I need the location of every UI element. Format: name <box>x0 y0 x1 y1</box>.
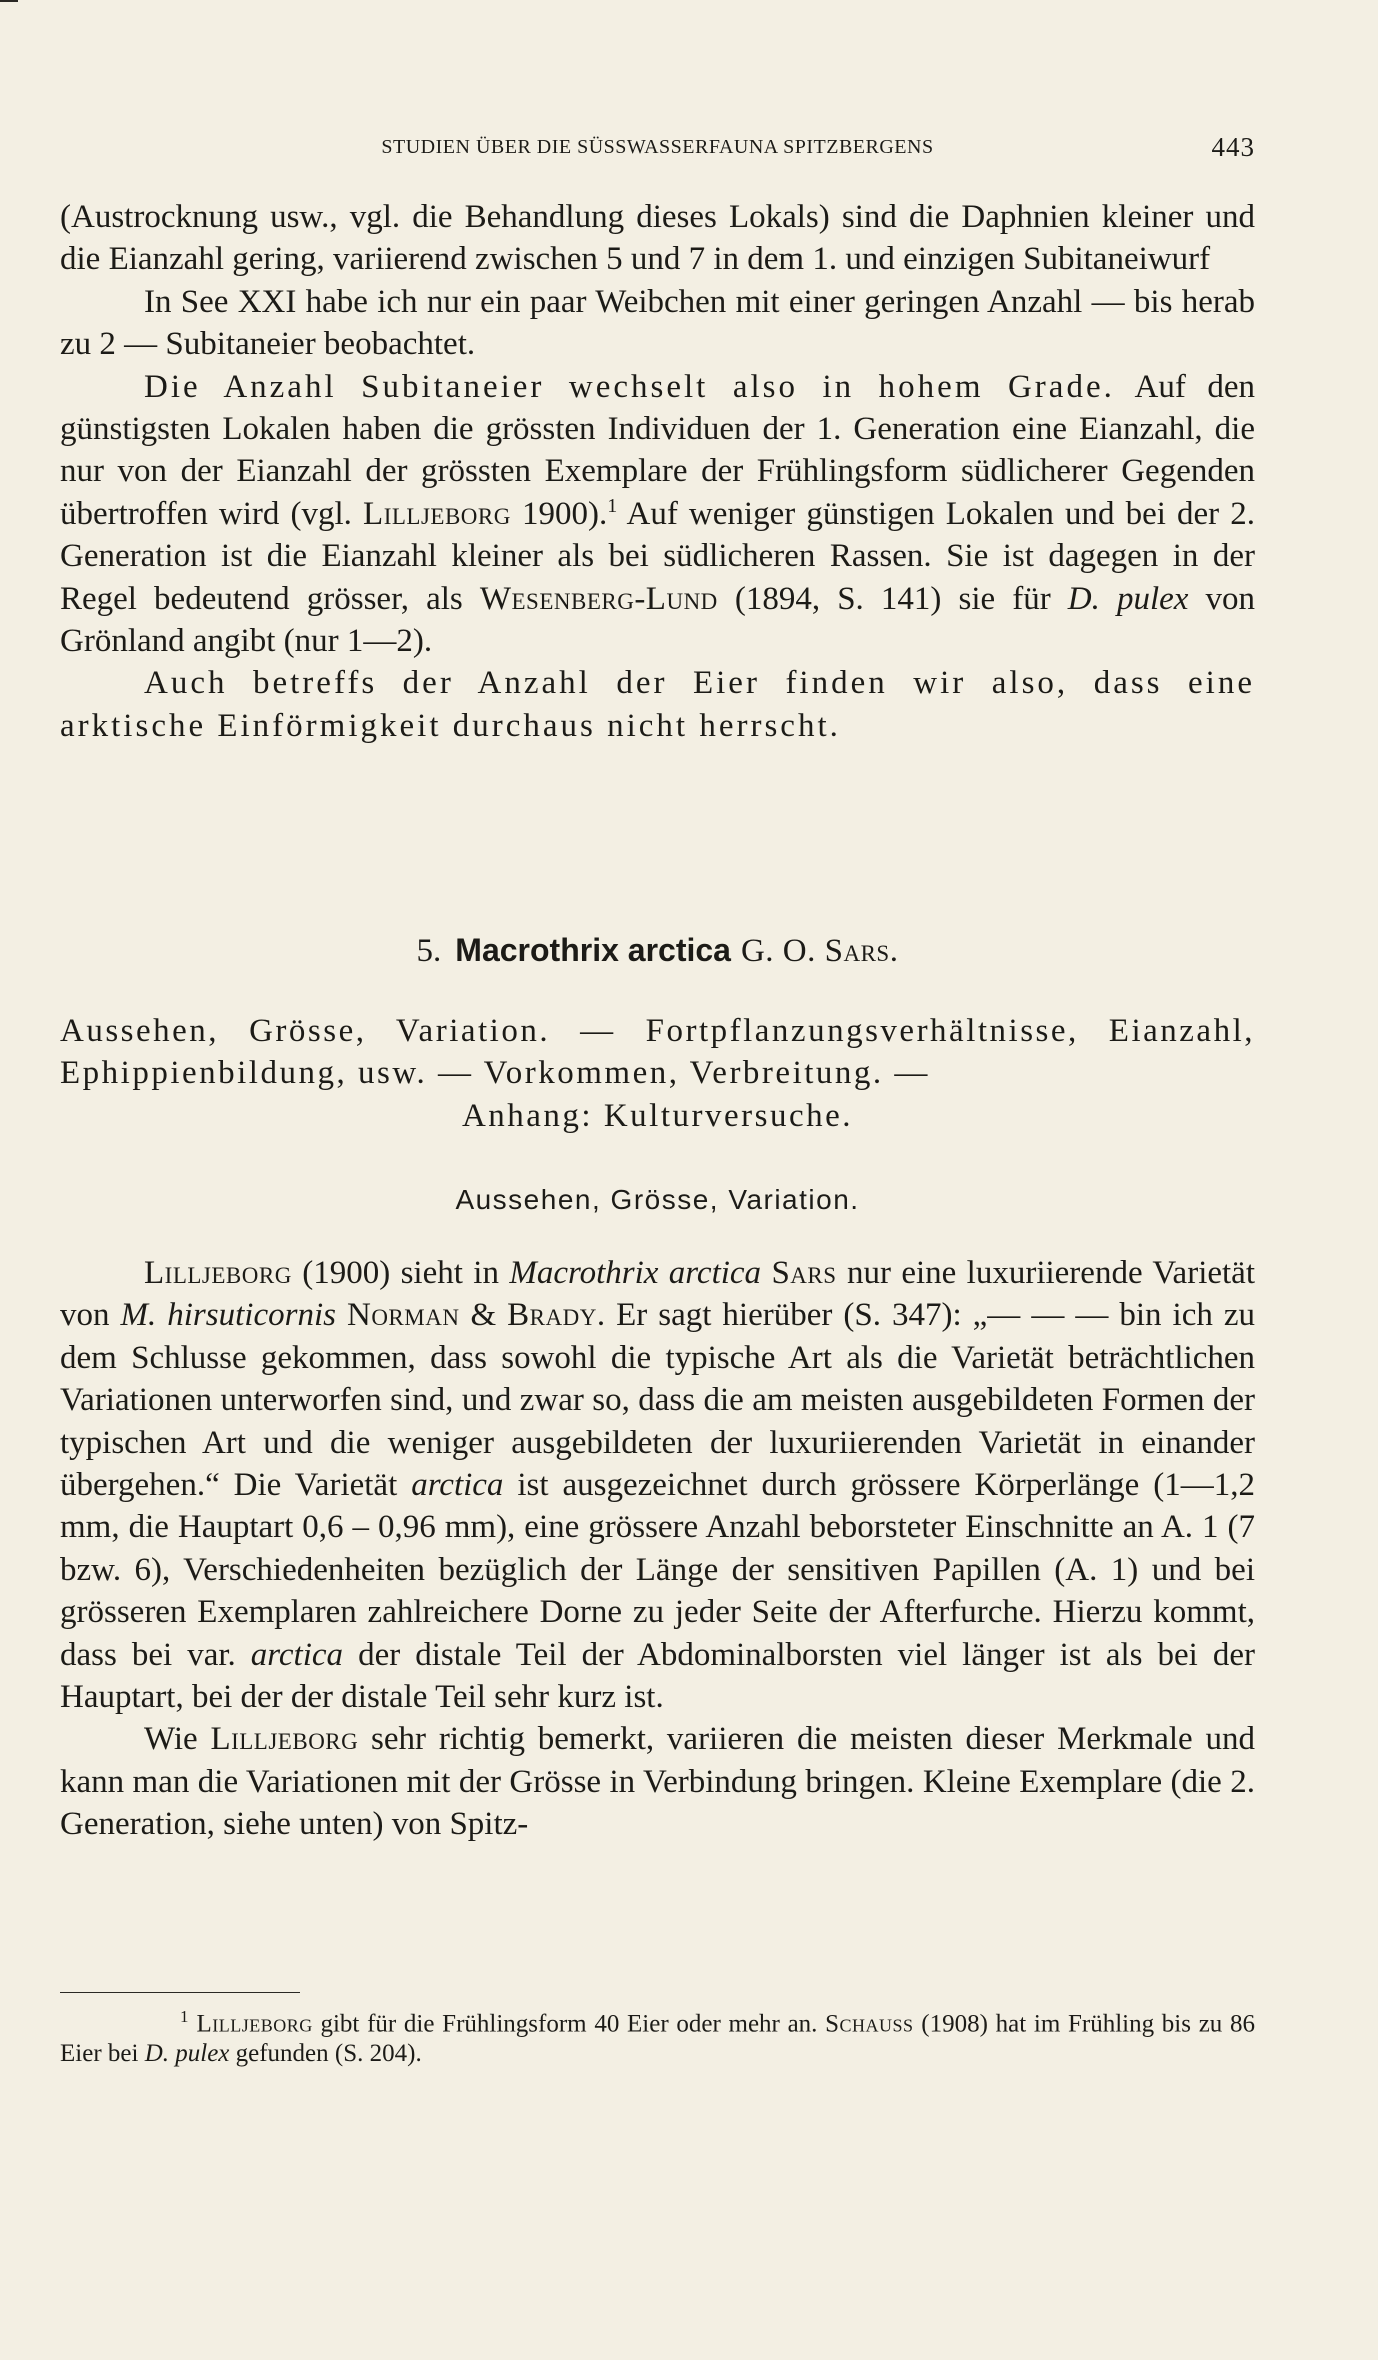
author-name: Lilljeborg <box>363 495 511 532</box>
running-head <box>60 132 1255 168</box>
section-heading <box>60 932 1255 970</box>
text-run: Wie <box>144 1721 211 1758</box>
running-head-title: STUDIEN ÜBER DIE SÜSSWASSERFAUNA SPITZBERGENS <box>381 136 934 158</box>
species-name: Macrothrix arctica <box>509 1255 762 1291</box>
paragraph-austrocknung: (Austrocknung usw., vgl. die Behandlung dieses Lokals) sind die Daphnien kleiner und die Eianzahl gering, variierend zwischen 5 und 7 in dem 1. und einzigen Subitaneiwurf <box>60 199 1255 278</box>
paragraph-lilljeborg <box>60 1252 1255 1718</box>
author-name: Brady <box>507 1297 597 1334</box>
footnote-marker: 1 <box>180 2007 189 2026</box>
section-contents <box>60 1010 1255 1137</box>
text-run: 1900). <box>510 495 608 532</box>
paragraph-merkmale <box>60 1718 1255 1845</box>
section-species: Macrothrix arctica <box>455 932 731 968</box>
footnote <box>60 2002 1255 2069</box>
paragraph-subitaneier <box>60 366 1255 663</box>
author-name: Lilljeborg <box>144 1255 292 1291</box>
text-run: von Grönland angibt (nur 1—2). <box>60 580 1256 660</box>
variety-name: arctica <box>250 1636 344 1673</box>
text-run: (1900) sieht in <box>291 1255 510 1291</box>
species-name: D. pulex <box>1067 580 1189 617</box>
text-run: gibt für die Frühlingsform 40 Eier oder mehr an. <box>312 2010 826 2038</box>
species-name: M. hirsuticornis <box>120 1297 336 1334</box>
text-run: sehr richtig bemerkt, variieren die meisten dieser Merkmale und kann man die Variationen mit der Grösse in Verbindung bringen. Kleine Exemplare (die 2. Generation, siehe unten) von Spitz- <box>60 1721 1255 1843</box>
text-run: . Er sagt hierüber (S. 347): „— — — bin ich zu dem Schlusse gekommen, dass sowohl die typische Art als die Varietät beträchtlichen Variationen unterworfen sind, und zwar so, dass die am meisten ausgebildeten Formen der typischen Art und die weniger ausgebildeten der luxuriierenden Varietät in einander übergehen.“ Die Varietät <box>60 1297 1256 1504</box>
text-run: der distale Teil der Abdominalborsten viel länger ist als bei der Hauptart, bei der der distale Teil sehr kurz ist. <box>60 1636 1255 1716</box>
text-run: nur eine luxuriierende Varietät von <box>60 1255 1255 1334</box>
author-name: Lilljeborg <box>196 2010 313 2038</box>
contents-appendix: Anhang: Kulturversuche. <box>461 1097 854 1134</box>
subsection-heading: Aussehen, Grösse, Variation. <box>455 1184 860 1215</box>
spaced-emphasis: Die Anzahl Subitaneier wechselt also in hohem Grade. <box>144 368 1115 405</box>
author-name: Norman <box>346 1297 460 1334</box>
paragraph-see-xxi: In See XXI habe ich nur ein paar Weibchen mit einer geringen Anzahl — bis herab zu 2 — Subitaneier beobachtet. <box>60 283 1255 363</box>
author-name: Wesenberg-Lund <box>479 580 718 617</box>
footnote-divider <box>60 1992 300 1993</box>
author-name: Sars <box>771 1255 837 1291</box>
section-number: 5. <box>416 933 442 969</box>
species-name: D. pulex <box>144 2040 230 2068</box>
text-run: (1894, S. 141) sie für <box>717 580 1068 617</box>
text-run: & <box>459 1297 508 1334</box>
text-block-variation <box>60 1252 1255 1846</box>
author-name: Schauss <box>825 2010 914 2038</box>
section-author: G. O. Sars. <box>740 933 899 969</box>
corner-rule <box>0 0 18 10</box>
contents-list: Aussehen, Grösse, Variation. — Fortpflanzungsverhältnisse, Eianzahl, Ephippienbildung, usw. — Vorkommen, Verbreitung. — <box>60 1013 1255 1092</box>
variety-name: arctica <box>411 1467 504 1504</box>
footnote-reference[interactable]: 1 <box>607 494 618 517</box>
page-number: 443 <box>1211 132 1255 162</box>
paragraph-einfoermigkeit: Auch betreffs der Anzahl der Eier finden wir also, dass eine arktische Einförmigkeit durchaus nicht herrscht. <box>60 665 1255 744</box>
text-run: (1908) hat im Frühling bis zu 86 Eier bei <box>60 2010 1255 2068</box>
author-name: Lilljeborg <box>210 1721 359 1758</box>
text-run: gefunden (S. 204). <box>229 2040 422 2068</box>
text-run: Auf den günstigsten Lokalen haben die grössten Individuen der 1. Generation eine Eianzahl, die nur von der Eianzahl der grössten Exemplare der Frühlingsform südlicherer Gegenden übertroffen wird (vgl. <box>60 368 1255 532</box>
text-run: ist ausgezeichnet durch grössere Körperlänge (1—1,2 mm, die Hauptart 0,6 – 0,96 mm), eine grössere Anzahl beborsteter Einschnitte an A. 1 (7 bzw. 6), Verschiedenheiten bezüglich der Länge der sensitiven Papillen (A. 1) und bei grösseren Exemplaren zahlreichere Dorne zu jeder Seite der Afterfurche. Hierzu kommt, dass bei var. <box>60 1467 1255 1673</box>
text-block-eggs <box>60 196 1255 747</box>
text-run: Auf weniger günstigen Lokalen und bei der 2. Generation ist die Eianzahl kleiner als bei südlicheren Rassen. Sie ist dagegen in der Regel bedeutend grösser, als <box>60 495 1255 617</box>
